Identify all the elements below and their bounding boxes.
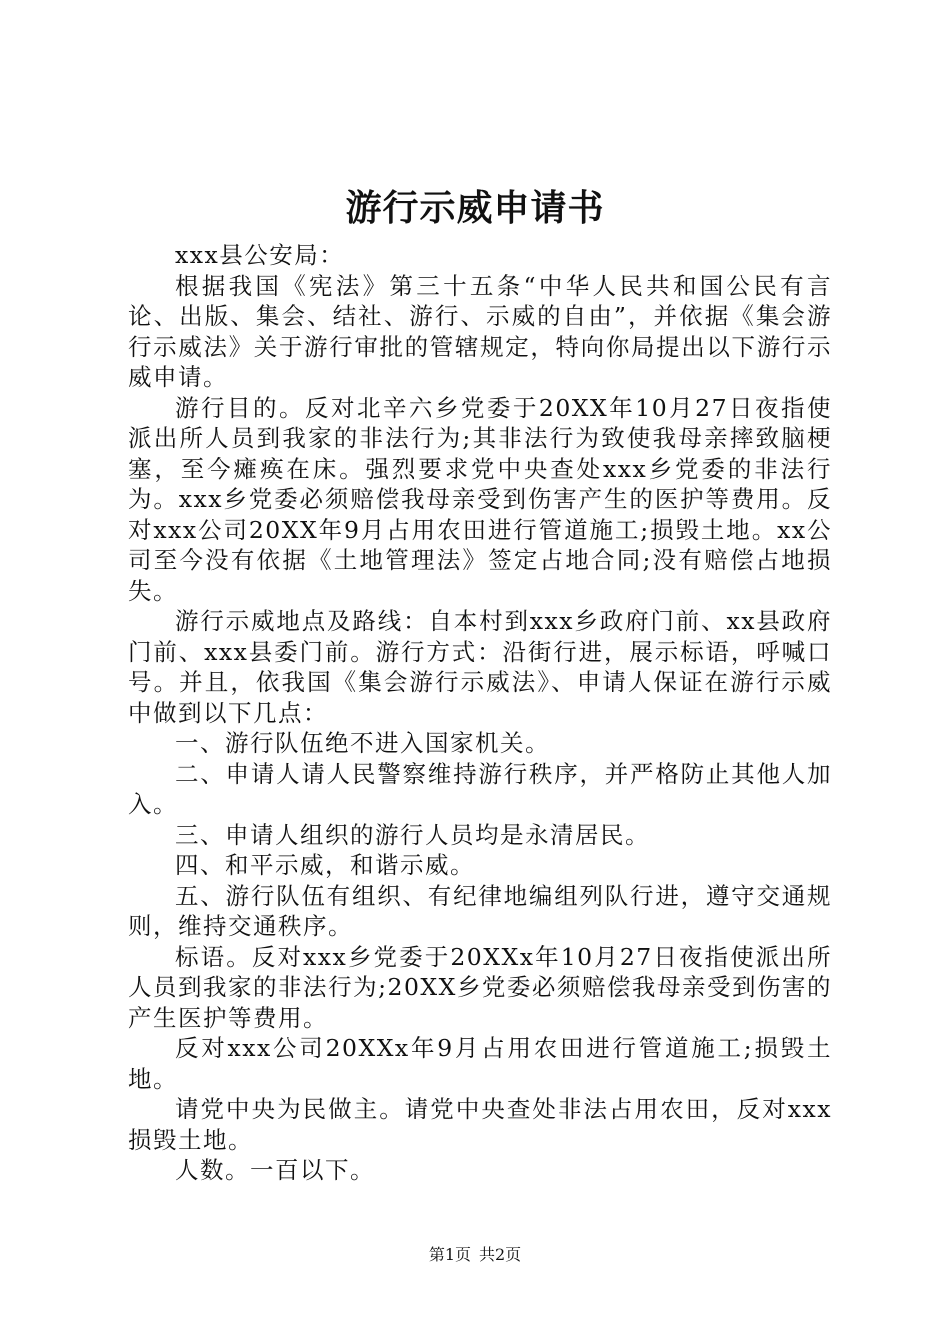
page-total: 共2页 xyxy=(479,1245,522,1264)
list-item: 一、游行队伍绝不进入国家机关。 xyxy=(175,729,550,757)
paragraph-slogan: 请党中央为民做主。请党中央查处非法占用农田，反对xxx损毁土地。 xyxy=(128,1095,832,1154)
list-item: 五、游行队伍有组织、有纪律地编组列队行进，遵守交通规则，维持交通秩序。 xyxy=(128,881,832,940)
paragraph-purpose: 游行目的。反对北辛六乡党委于20XX年10月27日夜指使派出所人员到我家的非法行为;其非法行为致使我母亲摔致脑梗塞，至今瘫痪在床。强烈要求党中央查处xxx乡党委的非法行为。xxx乡党委必须赔偿我母亲受到伤害产生的医护等费用。反对xxx公司20XX年9月占用农田进行管道施工;损毁土地。xx公司至今没有依据《土地管理法》签定占地合同;没有赔偿占地损失。 xyxy=(128,393,832,605)
paragraph-route: 游行示威地点及路线：自本村到xxx乡政府门前、xx县政府门前、xxx县委门前。游行方式：沿街行进，展示标语，呼喊口号。并且，依我国《集会游行示威法》、申请人保证在游行示威中做到以下几点： xyxy=(128,607,832,727)
page-number: 第1页 xyxy=(428,1245,471,1264)
page-footer xyxy=(0,1244,950,1266)
list-item: 三、申请人组织的游行人员均是永清居民。 xyxy=(175,820,650,849)
paragraph-headcount: 人数。一百以下。 xyxy=(175,1156,375,1184)
list-item: 二、申请人请人民警察维持游行秩序，并严格防止其他人加入。 xyxy=(128,759,832,818)
page-title: 游行示威申请书 xyxy=(345,187,605,229)
list-item: 四、和平示威，和谐示威。 xyxy=(175,851,475,879)
document-body xyxy=(128,240,832,1186)
paragraph-slogan: 标语。反对xxx乡党委于20XXx年10月27日夜指使派出所人员到我家的非法行为;20XX乡党委必须赔偿我母亲受到伤害的产生医护等费用。 xyxy=(128,942,832,1032)
paragraph-slogan: 反对xxx公司20XXx年9月占用农田进行管道施工;损毁土地。 xyxy=(128,1034,832,1093)
addressee: xxx县公安局： xyxy=(175,241,345,269)
paragraph-legal-basis: 根据我国《宪法》第三十五条“中华人民共和国公民有言论、出版、集会、结社、游行、示威的自由”，并依据《集会游行示威法》关于游行审批的管辖规定，特向你局提出以下游行示威申请。 xyxy=(128,271,832,391)
